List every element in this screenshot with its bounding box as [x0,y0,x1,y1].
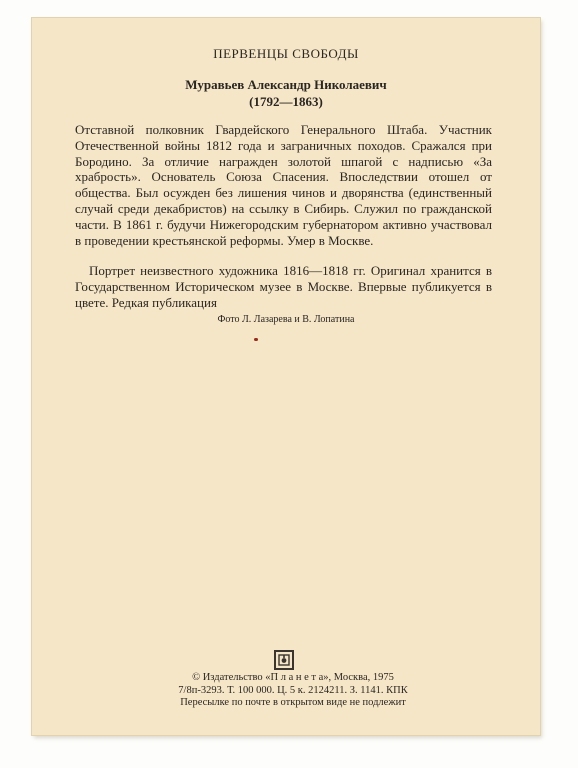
imprint-copyright: © Издательство «П л а н е т а», Москва, 1975 [192,672,394,683]
publisher-logo-icon [274,650,294,670]
person-name: Муравьев Александр Николаевич [185,77,387,92]
photo-credit: Фото Л. Лазарева и В. Лопатина [217,314,355,325]
ink-spot [254,338,258,341]
biography-text: Отставной полковник Гвардейского Генерального Штаба. Участник Отечественной войны 1812 года и заграничных походов. Сражался при Бородино. За отличие награжден золотой шпагой с надписью «За храбрость». Основатель Союза Спасения. Впоследствии отошел от общества. Был осужден без лишения чинов и дворянства (единственный случай среди декабристов) на ссылку в Сибирь. Служил по гражданской части. В 1861 г. будучи Нижегородским губернатором активно участвовал в проведении крестьянской реформы. Умер в Москве. [75,122,492,248]
publisher-logo-glyph [278,654,290,666]
series-title: ПЕРВЕНЦЫ СВОБОДЫ [213,46,359,61]
imprint-print-data: 7/8п-3293. Т. 100 000. Ц. 5 к. 2124211. З. 1141. КПК [178,684,408,696]
portrait-note: Портрет неизвестного художника 1816—1818 гг. Оригинал хранится в Государственном Историческом музее в Москве. Впервые публикуется в цвете. Редкая публикация [75,263,492,310]
imprint-block [148,672,438,710]
life-years: (1792—1863) [249,94,323,109]
postcard-back [32,18,540,735]
imprint-mail-note: Пересылке по почте в открытом виде не подлежит [180,697,406,709]
